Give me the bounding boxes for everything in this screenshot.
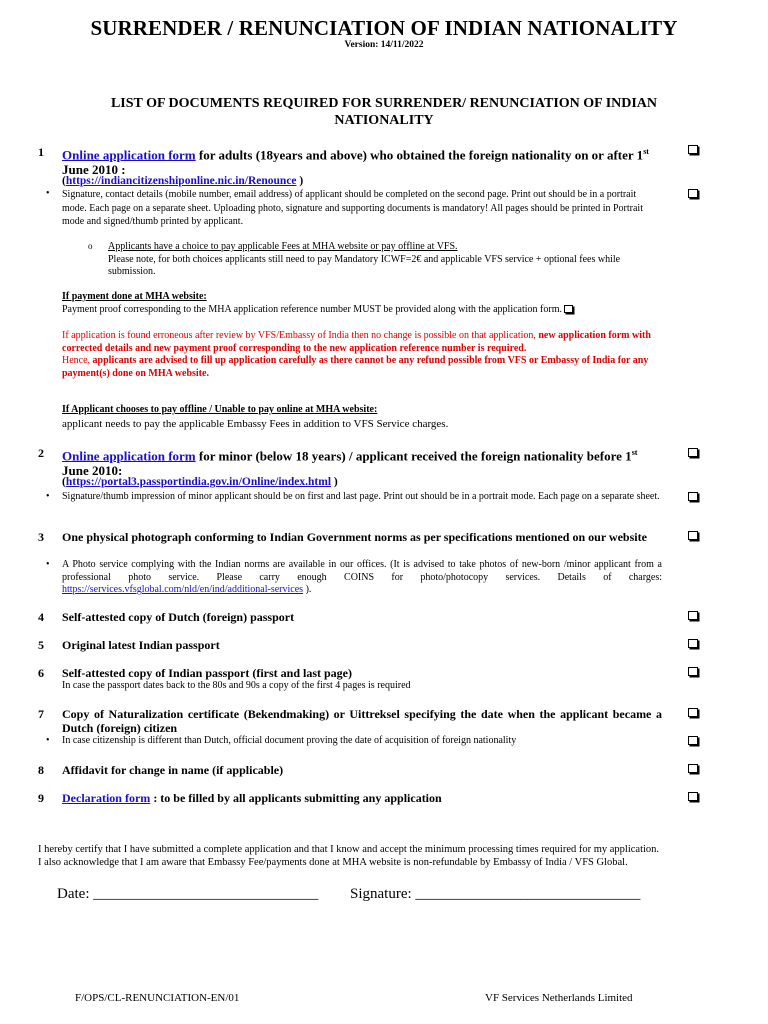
additional-services-link[interactable]: https://services.vfsglobal.com/nld/en/ind/additional-services xyxy=(62,584,304,595)
fee-note-text: Please note, for both choices applicants still need to pay Mandatory ICWF=2€ and applicable VFS service + optional fees while submission. xyxy=(108,253,621,277)
item-8-title: Affidavit for change in name (if applicable) xyxy=(62,763,284,777)
item-2-bullet: Signature/thumb impression of minor applicant should be on first and last page. Print out should be in a portrait mode. Each page on a separate sheet. xyxy=(62,491,660,502)
signature-field[interactable]: Signature: ______________________________ xyxy=(350,886,641,902)
paren-open: ( xyxy=(62,175,66,187)
item-number: 5 xyxy=(38,638,44,652)
item-7-title: Copy of Naturalization certificate (Bekendmaking) or Uittreksel specifying the date when the applicant became a Dutch (foreign) citizen xyxy=(62,707,662,735)
item-5-title: Original latest Indian passport xyxy=(62,638,220,652)
item-4-title: Self-attested copy of Dutch (foreign) passport xyxy=(62,610,295,624)
item-number: 3 xyxy=(38,530,44,544)
certify-line-1: I hereby certify that I have submitted a complete application and that I know and accept the minimum processing times required for my application. xyxy=(38,844,660,855)
red-text-1: If application is found erroneous after review by VFS/Embassy of India then no change is possible on that application, xyxy=(62,330,539,341)
certification xyxy=(38,843,738,869)
paren-close: ) xyxy=(296,175,304,187)
mha-text-line xyxy=(62,304,702,317)
checkbox[interactable] xyxy=(688,611,698,620)
declaration-form-link[interactable]: Declaration form xyxy=(62,791,151,805)
checkbox[interactable] xyxy=(688,792,698,801)
passport-portal-url-link[interactable]: https://portal3.passportindia.gov.in/Online/index.html xyxy=(65,476,332,488)
item-number: 6 xyxy=(38,666,44,680)
certify-line-2: I also acknowledge that I am aware that Embassy Fee/payments done at MHA website is non-refundable by Embassy of India / VFS Global. xyxy=(38,857,628,868)
checkbox[interactable] xyxy=(688,531,698,540)
mha-heading: If payment done at MHA website: xyxy=(62,291,207,302)
item-9-text: : to be filled by all applicants submitting any application xyxy=(150,791,442,805)
item-1-sup: st xyxy=(643,147,649,156)
item-2-sup: st xyxy=(631,448,638,457)
item-number: 7 xyxy=(38,707,44,721)
item-2-url-line xyxy=(62,475,662,489)
checkbox[interactable] xyxy=(688,736,698,745)
checkbox[interactable] xyxy=(688,448,698,457)
item-1-title xyxy=(62,144,662,177)
offline-heading: If Applicant chooses to pay offline / Unable to pay online at MHA website: xyxy=(62,404,378,415)
photo-service-end: ). xyxy=(303,584,312,595)
checkbox[interactable] xyxy=(688,708,698,717)
item-2-text-a: for minor (below 18 years) / applicant received the foreign nationality before 1 xyxy=(195,448,632,464)
item-3-bullet xyxy=(62,559,662,597)
document-title: SURRENDER / RENUNCIATION OF INDIAN NATIONALITY xyxy=(90,16,678,40)
item-6-note: In case the passport dates back to the 80s and 90s a copy of the first 4 pages is required xyxy=(62,680,411,691)
item-1-url-line xyxy=(62,174,662,188)
company-name: VF Services Netherlands Limited xyxy=(485,992,633,1004)
bullet: • xyxy=(46,735,50,746)
item-1-bullet: Signature, contact details (mobile number, email address) of applicant should be completed on the second page. Print out should be in a portrait mode. Each page on a separate sheet. Uploading photo, signature and supporting documents is mandatory! All pages should be printed in Portrait mode and signed/thumb printed by applicant. xyxy=(62,189,643,227)
item-number: 2 xyxy=(38,446,44,460)
online-application-form-link[interactable]: Online application form xyxy=(62,147,196,163)
checkbox[interactable] xyxy=(688,145,698,154)
paren-close: ) xyxy=(331,476,338,488)
online-application-form-link[interactable]: Online application form xyxy=(62,448,196,464)
date-field[interactable]: Date: ______________________________ xyxy=(57,886,319,902)
checkbox[interactable] xyxy=(688,639,698,648)
item-number: 1 xyxy=(38,145,44,159)
item-9-title xyxy=(62,791,662,805)
red-text-1-bold: new application form with corrected details and new payment proof corresponding to the new application reference number is required. xyxy=(62,330,651,354)
item-3-title: One physical photograph conforming to Indian Government norms as per specifications mentioned on our website xyxy=(62,530,647,544)
checkbox[interactable] xyxy=(564,305,573,313)
checkbox[interactable] xyxy=(688,764,698,773)
item-1-text-b: June 2010 : xyxy=(62,162,126,178)
item-number: 9 xyxy=(38,791,44,805)
erroneous-warning xyxy=(62,330,662,380)
paren-open: ( xyxy=(62,476,66,488)
item-2-text-b: June 2010: xyxy=(62,463,123,479)
bullet: • xyxy=(46,491,50,502)
renounce-url-link[interactable]: https://indiancitizenshiponline.nic.in/Renounce xyxy=(65,175,297,187)
checkbox[interactable] xyxy=(688,492,698,501)
bullet: • xyxy=(46,188,50,199)
sub-bullet: o xyxy=(88,241,93,251)
checkbox[interactable] xyxy=(688,667,698,676)
mha-text: Payment proof corresponding to the MHA application reference number MUST be provided along with the application form. xyxy=(62,304,562,315)
version-label: Version: 14/11/2022 xyxy=(344,40,424,50)
item-2-title xyxy=(62,445,662,478)
red-text-2: Hence, xyxy=(62,355,93,366)
item-7-bullet: In case citizenship is different than Dutch, official document proving the date of acquisition of foreign nationality xyxy=(62,735,517,746)
checkbox[interactable] xyxy=(688,189,698,198)
red-text-2-bold: applicants are advised to fill up application carefully as there cannot be any refund possible from VFS or Embassy of India for any payment(s) done on MHA website. xyxy=(62,355,649,379)
item-1-text-a: for adults (18years and above) who obtained the foreign nationality on or after 1 xyxy=(195,147,644,163)
item-6-title: Self-attested copy of Indian passport (first and last page) xyxy=(62,666,353,680)
list-heading: LIST OF DOCUMENTS REQUIRED FOR SURRENDER/ RENUNCIATION OF INDIAN NATIONALITY xyxy=(110,96,658,128)
bullet: • xyxy=(46,559,50,570)
item-1-sub xyxy=(108,241,663,279)
offline-text: applicant needs to pay the applicable Embassy Fees in addition to VFS Service charges. xyxy=(62,418,449,430)
form-code: F/OPS/CL-RENUNCIATION-EN/01 xyxy=(75,992,240,1004)
item-number: 8 xyxy=(38,763,44,777)
item-number: 4 xyxy=(38,610,44,624)
photo-service-text: A Photo service complying with the Indian norms are available in our offices. (It is advised to take photos of new-born /minor applicant from a professional photo service. Please carry enough COINS for photo/photocopy services. Details of charges: xyxy=(62,559,662,583)
fee-choice-text: Applicants have a choice to pay applicable Fees at MHA website or pay offline at VFS. xyxy=(108,241,458,252)
